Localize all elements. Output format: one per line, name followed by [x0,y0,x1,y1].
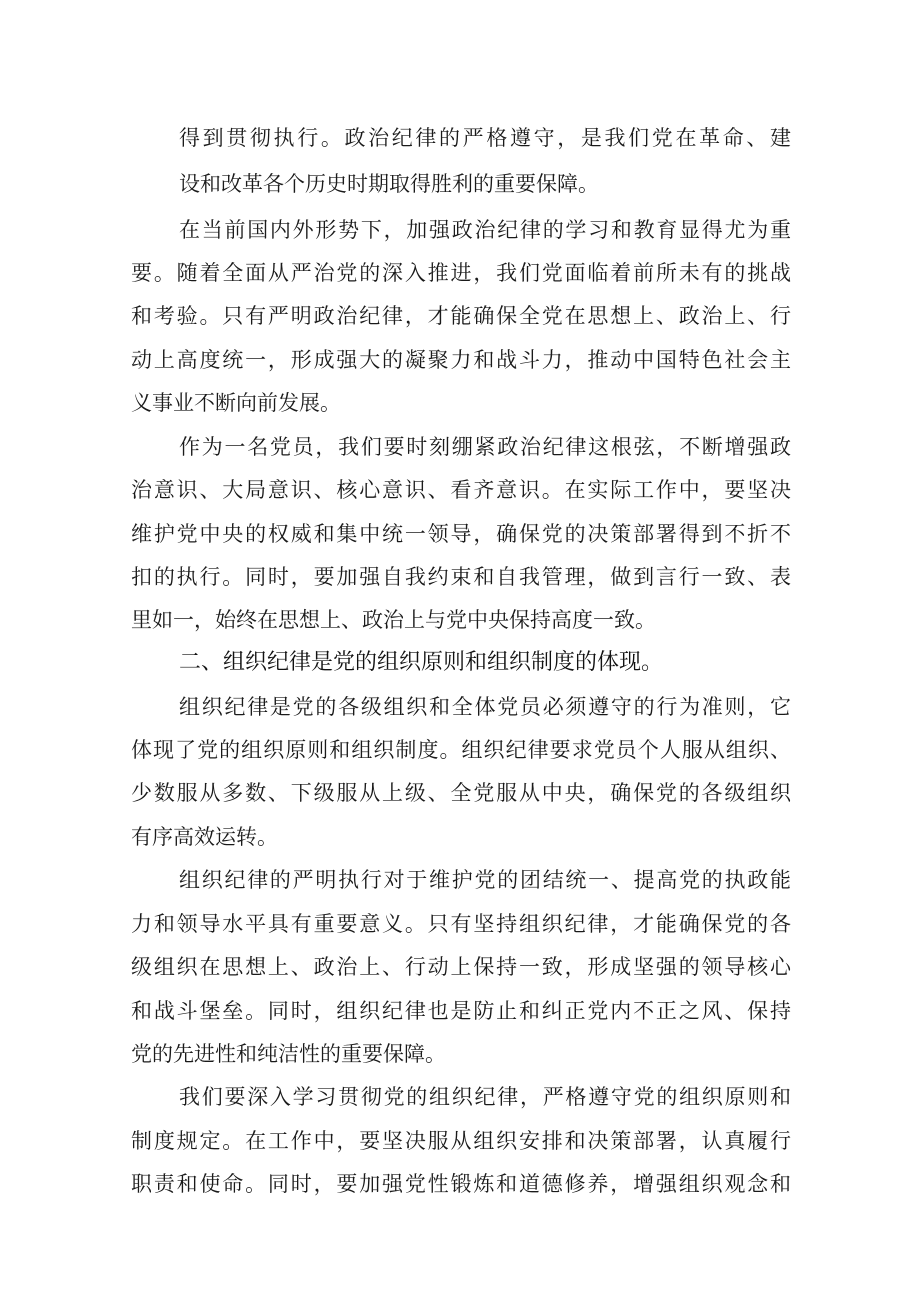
text-line: 有序高效运转。 [131,825,278,849]
text-line: 级组织在思想上、政治上、行动上保持一致，形成坚强的领导核心 [131,955,791,979]
text-line: 和考验。只有严明政治纪律，才能确保全党在思想上、政治上、行 [131,304,791,328]
text-line: 得到贯彻执行。政治纪律的严格遵守，是我们党在革命、建 [179,126,791,150]
text-line: 职责和使命。同时，要加强党性锻炼和道德修养，增强组织观念和 [131,1172,791,1196]
text-line: 体现了党的组织原则和组织制度。组织纪律要求党员个人服从组织、 [131,738,791,762]
text-line: 动上高度统一，形成强大的凝聚力和战斗力，推动中国特色社会主 [131,348,791,372]
text-line: 要。随着全面从严治党的深入推进，我们党面临着前所未有的挑战 [131,261,791,285]
text-line: 设和改革各个历史时期取得胜利的重要保障。 [179,172,599,196]
text-line: 少数服从多数、下级服从上级、全党服从中央，确保党的各级组织 [131,781,791,805]
text-line: 力和领导水平具有重要意义。只有坚持组织纪律，才能确保党的各 [131,912,791,936]
text-line: 维护党中央的权威和集中统一领导，确保党的决策部署得到不折不 [131,522,791,546]
text-line: 里如一，始终在思想上、政治上与党中央保持高度一致。 [131,608,656,632]
text-line: 制度规定。在工作中，要坚决服从组织安排和决策部署，认真履行 [131,1129,791,1153]
paragraph-first-line: 在当前国内外形势下，加强政治纪律的学习和教育显得尤为重 [179,218,791,242]
text-line: 和战斗堡垒。同时，组织纪律也是防止和纠正党内不正之风、保持 [131,999,791,1023]
text-line: 党的先进性和纯洁性的重要保障。 [131,1042,446,1066]
section-heading: 二、组织纪律是党的组织原则和组织制度的体现。 [179,650,664,675]
text-line: 扣的执行。同时，要加强自我约束和自我管理，做到言行一致、表 [131,565,791,589]
text-line: 治意识、大局意识、核心意识、看齐意识。在实际工作中，要坚决 [131,478,791,502]
paragraph-first-line: 组织纪律的严明执行对于维护党的团结统一、提高党的执政能 [179,868,791,892]
text-line: 义事业不断向前发展。 [131,391,341,415]
paragraph-first-line: 我们要深入学习贯彻党的组织纪律，严格遵守党的组织原则和 [179,1085,791,1109]
paragraph-first-line: 作为一名党员，我们要时刻绷紧政治纪律这根弦，不断增强政 [179,435,791,459]
paragraph-first-line: 组织纪律是党的各级组织和全体党员必须遵守的行为准则，它 [179,695,791,719]
